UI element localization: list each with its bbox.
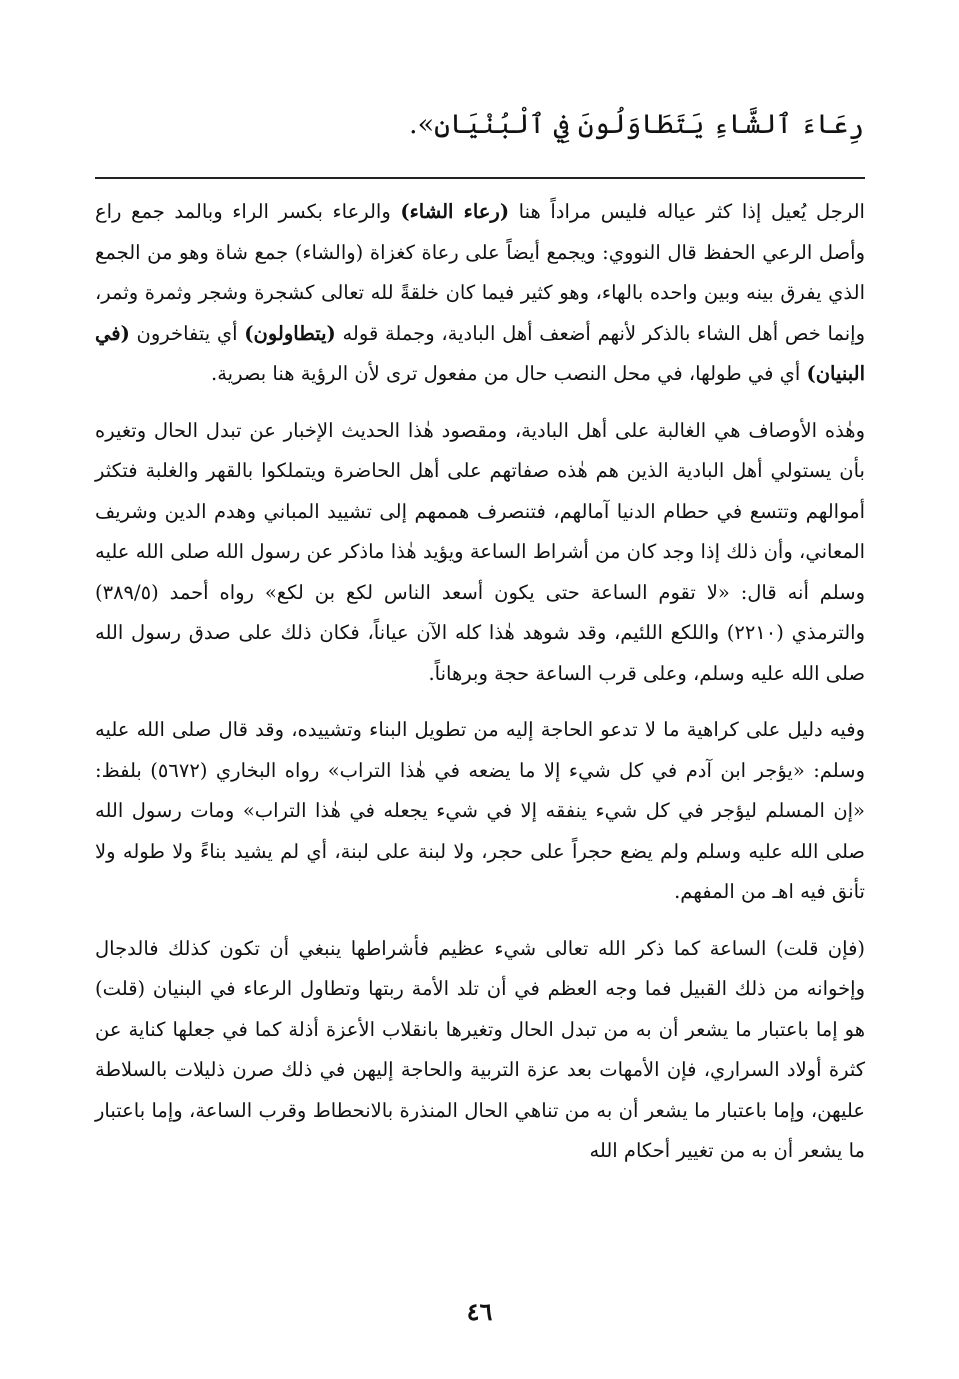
page-number: ٤٦ xyxy=(466,1297,493,1326)
bold-term: (رعاء الشاء) xyxy=(400,200,510,223)
separator-rule xyxy=(95,177,865,179)
bold-term: (يتطاولون) xyxy=(244,321,336,345)
paragraph xyxy=(95,192,865,395)
text-run: (فإن قلت) الساعة كما ذكر الله تعالى شيء عظيم فأشراطها ينبغي أن تكون كذلك فالدجال وإخوانه من ذلك القبيل فما وجه العظم في أن تلد الأمة ربتها وتطاول الرعاء في البنيان (قلت) هو إما باعتبار ما يشعر أن به من تبدل الحال وتغيرها بانقلاب الأعزة أذلة كما في جعلها كناية عن كثرة أولاد السراري، فإن الأمهات بعد عزة التربية والحاجة إليهن في ذلك صرن ذليلات بالسلاطة عليهن، وإما باعتبار ما يشعر أن به من تناهي الحال المنذرة بالانحطاط وقرب الساعة، وإما باعتبار ما يشعر أن به من تغيير أحكام الله xyxy=(95,936,865,1162)
text-run: أي في طولها، في محل النصب حال من مفعول ترى لأن الرؤية هنا بصرية. xyxy=(211,362,807,385)
text-run: أي يتفاخرون xyxy=(129,321,245,345)
paragraph xyxy=(95,710,865,913)
paragraph xyxy=(95,929,865,1172)
hadith-text-line: رِعَاءَ ٱلشَّاءِ يَتَطَاوَلُونَ فِي ٱلْبُنْيَانِ». xyxy=(409,109,864,140)
bold-term: (في البنيان) xyxy=(95,321,865,385)
commentary-body xyxy=(95,192,865,1172)
text-run: والرعاء بكسر الراء وبالمد جمع راع وأصل الرعي الحفظ قال النووي: ويجمع أيضاً على رعاة كغزاة (والشاء) جمع شاة وهو من الجمع الذي يفرق بينه وبين واحده بالهاء، وهو كثير فيما كان خلقةً لله تعالى كشجرة وشجر وثمرة وثمر، وإنما خص أهل الشاء بالذكر لأنهم أضعف أهل البادية، وجملة قوله xyxy=(95,200,865,345)
text-run: الرجل يُعيل إذا كثر عياله فليس مراداً هنا xyxy=(509,200,865,223)
text-run: وفيه دليل على كراهية ما لا تدعو الحاجة إليه من تطويل البناء وتشييده، وقد قال صلى الله عليه وسلم: «يؤجر ابن آدم في كل شيء إلا ما يضعه في هٰذا التراب» رواه البخاري (٥٦٧٢) بلفظ: «إن المسلم ليؤجر في كل شيء ينفقه إلا في شيء يجعله في هٰذا التراب» ومات رسول الله صلى الله عليه وسلم ولم يضع حجراً على حجر، ولا لبنة على لبنة، أي لم يشيد بناءً ولا طوله ولا تأنق فيه اهـ من المفهم. xyxy=(95,718,865,903)
text-run: وهٰذه الأوصاف هي الغالبة على أهل البادية، ومقصود هٰذا الحديث الإخبار عن تبدل الحال وتغيره بأن يستولي أهل البادية الذين هم هٰذه صفاتهم على أهل الحاضرة ويتملكوا بالقهر والغلبة فتكثر أموالهم وتتسع في حطام الدنيا آمالهم، فتنصرف هممهم إلى تشييد المباني وهدم الدين وشريف المعاني، وأن ذلك إذا وجد كان من أشراط الساعة ويؤيد هٰذا ماذكر عن رسول الله صلى الله عليه وسلم أنه قال: «لا تقوم الساعة حتى يكون أسعد الناس لكع بن لكع» رواه أحمد (٣٨٩/٥) والترمذي (٢٢١٠) واللكع اللئيم، وقد شوهد هٰذا كله الآن عياناً، فكان ذلك على صدق رسول الله صلى الله عليه وسلم، وعلى قرب الساعة حجة وبرهاناً. xyxy=(95,418,866,685)
paragraph xyxy=(95,411,865,695)
